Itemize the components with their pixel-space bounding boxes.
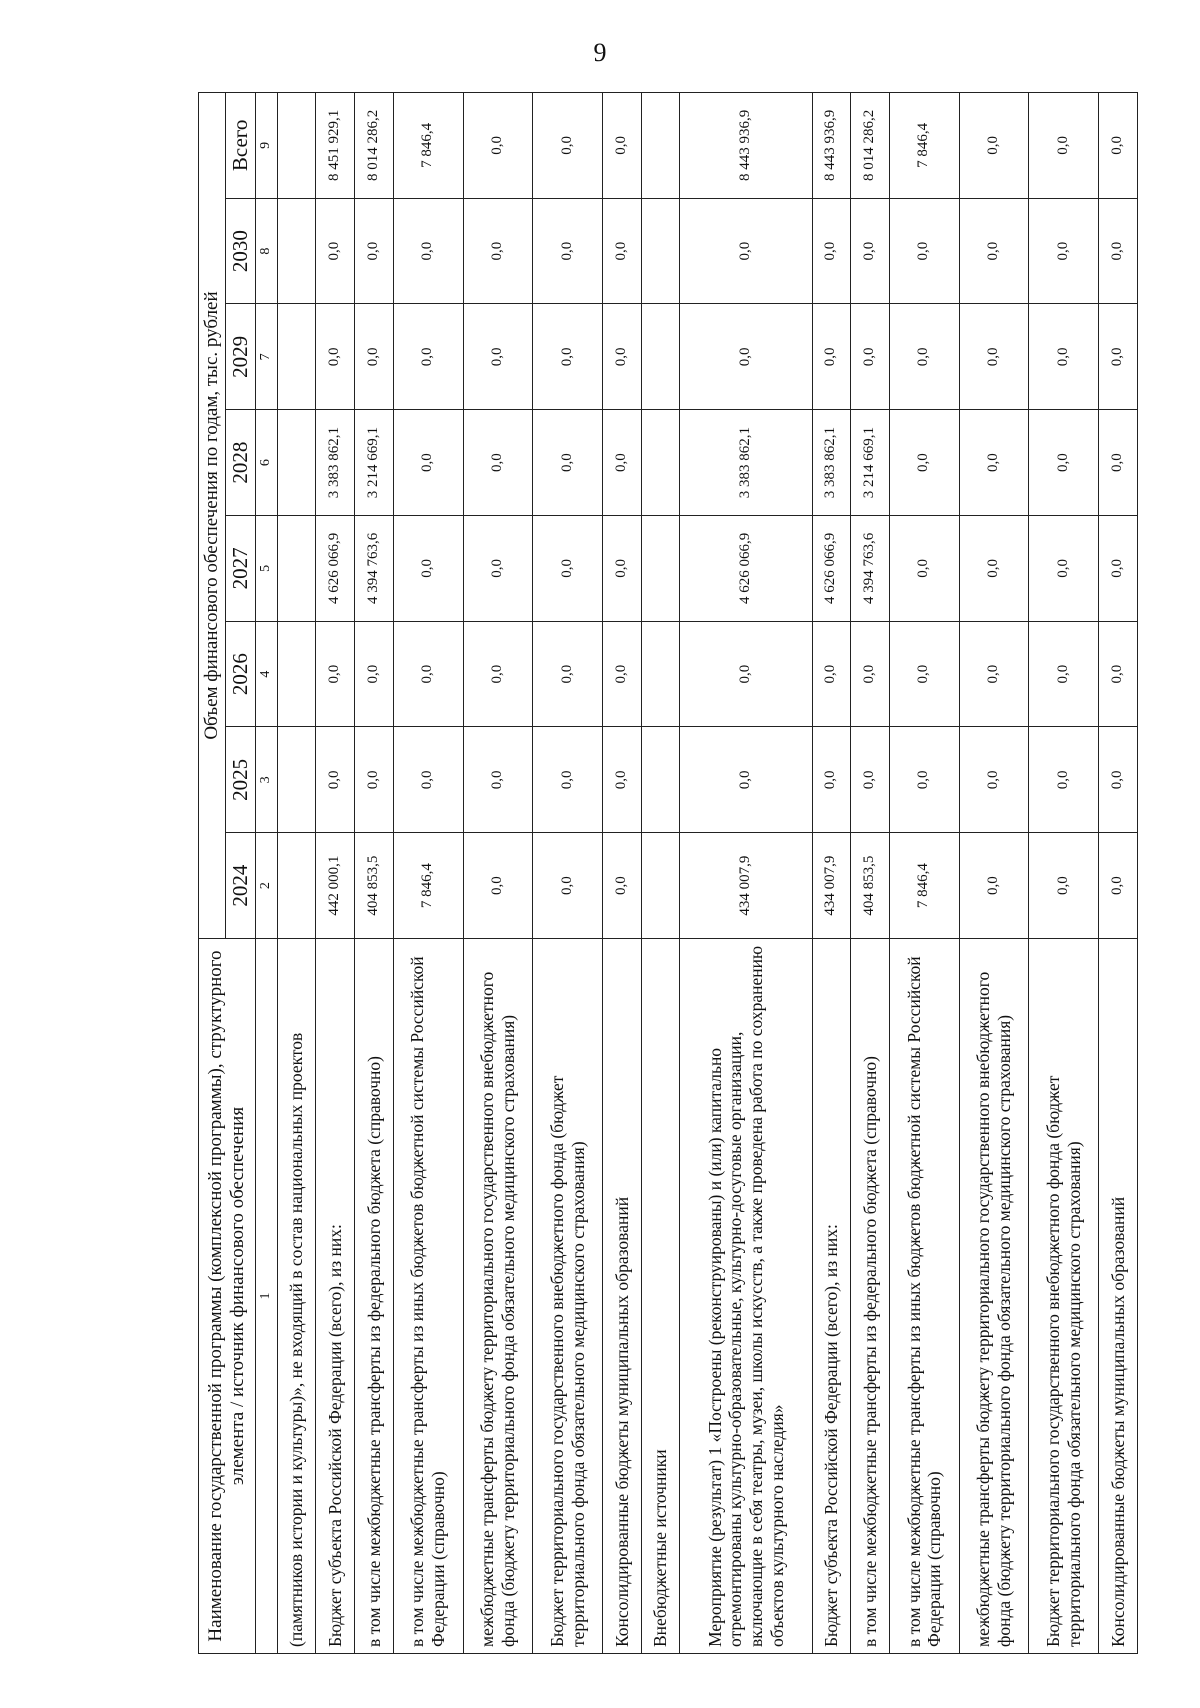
value-cell: 0,0 (603, 727, 642, 833)
value-cell: 0,0 (533, 304, 603, 410)
value-cell: 0,0 (533, 621, 603, 727)
value-cell: 0,0 (316, 198, 355, 304)
value-cell: 4 626 066,9 (680, 516, 812, 622)
column-number: 7 (256, 304, 278, 410)
value-cell: 0,0 (463, 304, 533, 410)
value-cell: 0,0 (316, 727, 355, 833)
value-cell: 3 383 862,1 (316, 410, 355, 516)
year-header: 2027 (226, 516, 256, 622)
value-cell: 0,0 (393, 410, 463, 516)
value-cell (277, 198, 316, 304)
table-body (277, 93, 1137, 1654)
value-cell: 0,0 (463, 93, 533, 199)
value-cell: 0,0 (680, 198, 812, 304)
value-cell (641, 410, 680, 516)
column-number: 1 (256, 939, 278, 1654)
table-row (393, 93, 463, 1654)
value-cell: 0,0 (1029, 198, 1099, 304)
table-row (680, 93, 812, 1654)
table-row (533, 93, 603, 1654)
value-cell: 0,0 (533, 727, 603, 833)
column-numbers-row (256, 93, 278, 1654)
value-cell: 404 853,5 (851, 833, 890, 939)
value-cell: 434 007,9 (680, 833, 812, 939)
year-header: 2029 (226, 304, 256, 410)
value-cell (641, 833, 680, 939)
table-header-row (199, 93, 226, 1654)
value-cell: 7 846,4 (393, 833, 463, 939)
value-cell: 0,0 (316, 621, 355, 727)
value-cell: 0,0 (463, 833, 533, 939)
value-cell: 0,0 (463, 621, 533, 727)
value-cell: 0,0 (1029, 410, 1099, 516)
year-header: 2026 (226, 621, 256, 727)
row-label: в том числе межбюджетные трансферты из иных бюджетов бюджетной системы Российской Федерации (справочно) (889, 939, 959, 1654)
table-row (355, 93, 394, 1654)
value-cell: 0,0 (889, 304, 959, 410)
table-row (277, 93, 316, 1654)
value-cell: 442 000,1 (316, 833, 355, 939)
value-cell: 0,0 (851, 727, 890, 833)
table-row (851, 93, 890, 1654)
value-cell: 0,0 (680, 621, 812, 727)
rotated-table-container (198, 92, 1138, 1654)
value-cell: 0,0 (1099, 93, 1138, 199)
value-cell: 0,0 (680, 304, 812, 410)
value-cell: 3 214 669,1 (355, 410, 394, 516)
value-cell: 0,0 (316, 304, 355, 410)
value-cell: 0,0 (812, 198, 851, 304)
value-cell: 0,0 (603, 621, 642, 727)
value-cell (277, 93, 316, 199)
value-cell: 3 214 669,1 (851, 410, 890, 516)
value-cell: 0,0 (1029, 93, 1099, 199)
value-cell (641, 93, 680, 199)
value-cell: 7 846,4 (889, 833, 959, 939)
value-cell (277, 833, 316, 939)
row-label: Внебюджетные источники (641, 939, 680, 1654)
value-cell: 0,0 (889, 198, 959, 304)
value-cell: 8 443 936,9 (680, 93, 812, 199)
value-cell: 0,0 (959, 93, 1029, 199)
value-cell: 0,0 (603, 198, 642, 304)
year-header: 2024 (226, 833, 256, 939)
column-number: 5 (256, 516, 278, 622)
column-number: 2 (256, 833, 278, 939)
financing-table (198, 92, 1138, 1654)
value-cell: 0,0 (393, 621, 463, 727)
table-row (463, 93, 533, 1654)
value-cell: 0,0 (812, 727, 851, 833)
value-cell: 0,0 (680, 727, 812, 833)
row-label: (памятников истории и культуры)», не входящий в состав национальных проектов (277, 939, 316, 1654)
row-label: в том числе межбюджетные трансферты из федерального бюджета (справочно) (851, 939, 890, 1654)
value-cell: 0,0 (533, 198, 603, 304)
value-cell: 3 383 862,1 (812, 410, 851, 516)
row-label: в том числе межбюджетные трансферты из иных бюджетов бюджетной системы Российской Федерации (справочно) (393, 939, 463, 1654)
row-label: Бюджет субъекта Российской Федерации (всего), из них: (316, 939, 355, 1654)
value-cell: 404 853,5 (355, 833, 394, 939)
value-cell: 8 014 286,2 (851, 93, 890, 199)
value-cell: 0,0 (812, 621, 851, 727)
value-cell: 8 451 929,1 (316, 93, 355, 199)
header-name-cell: Наименование государственной программы (комплексной программы), структурного элемента / источник финансового обеспечения (199, 939, 256, 1654)
value-cell: 0,0 (1099, 410, 1138, 516)
value-cell: 4 626 066,9 (812, 516, 851, 622)
value-cell: 0,0 (1029, 516, 1099, 622)
value-cell (277, 410, 316, 516)
row-label: Мероприятие (результат) 1 «Построены (реконструированы) и (или) капитально отремонтированы культурно-образовательные, культурно-досуговые организации, включающие в себя театры, музеи, школы искусств, а также проведена работа по сохранению объектов культурного наследия» (680, 939, 812, 1654)
value-cell: 0,0 (355, 621, 394, 727)
value-cell: 0,0 (1099, 727, 1138, 833)
value-cell: 0,0 (851, 198, 890, 304)
value-cell: 7 846,4 (889, 93, 959, 199)
value-cell: 8 443 936,9 (812, 93, 851, 199)
table-row (316, 93, 355, 1654)
column-number: 3 (256, 727, 278, 833)
value-cell: 0,0 (603, 833, 642, 939)
value-cell: 0,0 (463, 410, 533, 516)
value-cell: 0,0 (355, 198, 394, 304)
value-cell: 0,0 (889, 516, 959, 622)
value-cell: 0,0 (959, 516, 1029, 622)
value-cell: 0,0 (393, 727, 463, 833)
value-cell: 0,0 (393, 304, 463, 410)
value-cell: 0,0 (355, 727, 394, 833)
value-cell (641, 198, 680, 304)
value-cell: 0,0 (959, 833, 1029, 939)
value-cell: 0,0 (355, 304, 394, 410)
value-cell: 0,0 (1029, 621, 1099, 727)
value-cell: 0,0 (533, 93, 603, 199)
row-label: Бюджет территориального государственного внебюджетного фонда (бюджет территориального фонда обязательного медицинского страхования) (533, 939, 603, 1654)
value-cell: 0,0 (463, 516, 533, 622)
value-cell (641, 304, 680, 410)
value-cell: 0,0 (851, 304, 890, 410)
value-cell: 0,0 (889, 621, 959, 727)
value-cell: 0,0 (1099, 833, 1138, 939)
value-cell: 0,0 (1029, 727, 1099, 833)
year-header: Всего (226, 93, 256, 199)
value-cell (277, 727, 316, 833)
column-number: 9 (256, 93, 278, 199)
value-cell: 0,0 (1099, 516, 1138, 622)
table-row (889, 93, 959, 1654)
page-number: 9 (593, 38, 607, 67)
table-row (641, 93, 680, 1654)
value-cell: 0,0 (603, 516, 642, 622)
value-cell: 3 383 862,1 (680, 410, 812, 516)
row-label: межбюджетные трансферты бюджету территориального государственного внебюджетного фонда (бюджету территориального фонда обязательного медицинского страхования) (463, 939, 533, 1654)
year-header: 2030 (226, 198, 256, 304)
value-cell: 0,0 (1099, 304, 1138, 410)
table-row (959, 93, 1029, 1654)
year-header: 2025 (226, 727, 256, 833)
value-cell: 8 014 286,2 (355, 93, 394, 199)
value-cell: 0,0 (603, 304, 642, 410)
row-label: межбюджетные трансферты бюджету территориального государственного внебюджетного фонда (бюджету территориального фонда обязательного медицинского страхования) (959, 939, 1029, 1654)
value-cell (277, 621, 316, 727)
value-cell (641, 621, 680, 727)
value-cell: 0,0 (959, 727, 1029, 833)
table-row (1029, 93, 1099, 1654)
value-cell: 4 394 763,6 (355, 516, 394, 622)
value-cell: 0,0 (812, 304, 851, 410)
value-cell: 0,0 (603, 93, 642, 199)
value-cell (641, 727, 680, 833)
value-cell: 0,0 (959, 621, 1029, 727)
value-cell: 434 007,9 (812, 833, 851, 939)
value-cell: 0,0 (1029, 304, 1099, 410)
row-label: Консолидированные бюджеты муниципальных образований (1099, 939, 1138, 1654)
value-cell: 0,0 (393, 516, 463, 622)
value-cell: 0,0 (1029, 833, 1099, 939)
table-row (812, 93, 851, 1654)
value-cell: 0,0 (959, 198, 1029, 304)
row-label: Бюджет субъекта Российской Федерации (всего), из них: (812, 939, 851, 1654)
value-cell: 4 626 066,9 (316, 516, 355, 622)
value-cell (641, 516, 680, 622)
column-number: 4 (256, 621, 278, 727)
value-cell: 0,0 (851, 621, 890, 727)
value-cell: 4 394 763,6 (851, 516, 890, 622)
value-cell (277, 516, 316, 622)
value-cell: 0,0 (959, 410, 1029, 516)
year-header: 2028 (226, 410, 256, 516)
value-cell: 0,0 (889, 727, 959, 833)
column-number: 6 (256, 410, 278, 516)
row-label: Бюджет территориального государственного внебюджетного фонда (бюджет территориального фонда обязательного медицинского страхования) (1029, 939, 1099, 1654)
value-cell: 0,0 (533, 833, 603, 939)
value-cell: 0,0 (889, 410, 959, 516)
value-cell: 0,0 (1099, 198, 1138, 304)
value-cell: 0,0 (603, 410, 642, 516)
table-row (1099, 93, 1138, 1654)
value-cell (277, 304, 316, 410)
value-cell: 0,0 (1099, 621, 1138, 727)
column-number: 8 (256, 198, 278, 304)
value-cell: 0,0 (533, 410, 603, 516)
value-cell: 0,0 (463, 727, 533, 833)
value-cell: 0,0 (463, 198, 533, 304)
header-volume-cell: Объем финансового обеспечения по годам, тыс. рублей (199, 93, 226, 939)
value-cell: 7 846,4 (393, 93, 463, 199)
row-label: Консолидированные бюджеты муниципальных образований (603, 939, 642, 1654)
value-cell: 0,0 (533, 516, 603, 622)
table-row (603, 93, 642, 1654)
row-label: в том числе межбюджетные трансферты из федерального бюджета (справочно) (355, 939, 394, 1654)
value-cell: 0,0 (393, 198, 463, 304)
value-cell: 0,0 (959, 304, 1029, 410)
